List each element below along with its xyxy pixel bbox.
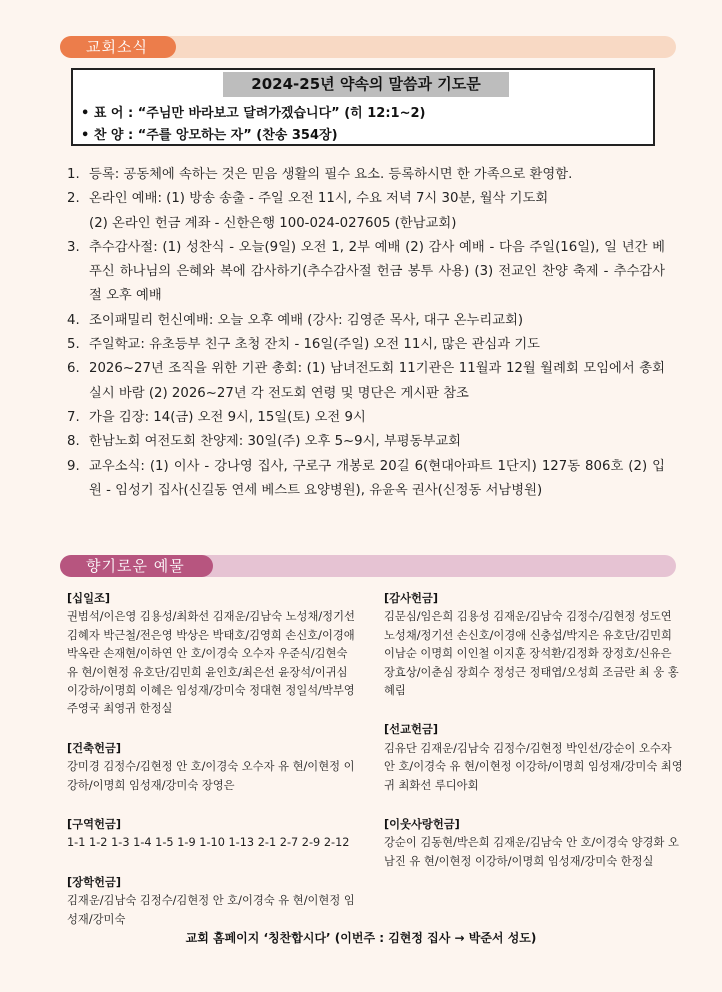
news-item-number: 4. bbox=[67, 312, 80, 328]
offering-group-mission bbox=[384, 721, 684, 795]
news-item bbox=[67, 406, 665, 430]
offering-group-names: 1-1 1-2 1-3 1-4 1-5 1-9 1-10 1-13 2-1 2-7 2-9 2-12 bbox=[67, 836, 350, 850]
offering-group-thanks bbox=[384, 590, 684, 700]
news-section-title: 교회소식 bbox=[60, 36, 176, 58]
offering-left-column bbox=[67, 590, 357, 929]
news-item-number: 7. bbox=[67, 409, 80, 425]
hymn-line: • 찬 양 : “주를 앙모하는 자” (찬송 354장) bbox=[81, 128, 338, 143]
news-item-text: 교우소식: (1) 이사 - 강나영 집사, 구로구 개봉로 20길 6(현대아파트 1단지) 127동 806호 (2) 입원 - 임성기 집사(신길동 연세 베스트 요양병원), 유윤옥 권사(신정동 서남병원) bbox=[89, 458, 665, 498]
news-item-number: 6. bbox=[67, 361, 80, 377]
offering-group-heading: [십일조] bbox=[67, 592, 111, 605]
verse-box bbox=[71, 68, 655, 146]
news-item-number: 8. bbox=[67, 434, 80, 450]
news-item-text: 등록: 공동체에 속하는 것은 믿음 생활의 필수 요소. 등록하시면 한 가족으로 환영함. bbox=[89, 167, 573, 182]
news-item bbox=[67, 357, 665, 406]
news-item-text: 2026~27년 조직을 위한 기관 총회: (1) 남녀전도회 11기관은 11월과 12월 월례회 모임에서 총회 실시 바람 (2) 2026~27년 각 전도회 연령 및 명단은 게시판 참조 bbox=[89, 361, 665, 401]
offering-group-neighbor-love bbox=[384, 816, 684, 871]
news-item bbox=[67, 236, 665, 309]
offering-right-column bbox=[384, 590, 684, 871]
news-section-header bbox=[60, 36, 676, 58]
news-item-number: 2. bbox=[67, 191, 80, 207]
motto-line: • 표 어 : “주님만 바라보고 달려가겠습니다” (히 12:1~2) bbox=[81, 106, 426, 121]
offering-group-heading: [감사헌금] bbox=[384, 592, 438, 605]
news-item bbox=[67, 430, 665, 454]
news-item-number: 5. bbox=[67, 337, 80, 353]
news-item-text: 온라인 예배: (1) 방송 송출 - 주일 오전 11시, 수요 저녁 7시 30분, 월삭 기도회 bbox=[89, 191, 549, 207]
news-item-text: 조이패밀리 헌신예배: 오늘 오후 예배 (강사: 김영준 목사, 대구 온누리교회) bbox=[89, 312, 524, 328]
news-item bbox=[67, 455, 665, 504]
offering-group-names: 김유단 김재운/김남숙 김정수/김현정 박인선/강순이 오수자 안 호/이경숙 유 현/이현정 이강하/이명희 임성재/강미숙 최영귀 최화선 루디아회 bbox=[384, 741, 683, 792]
news-item-text: 가을 김장: 14(금) 오전 9시, 15일(토) 오전 9시 bbox=[89, 409, 366, 425]
homepage-praise-note: 교회 홈페이지 ‘칭찬합시다’ (이번주 : 김현정 집사 → 박준서 성도) bbox=[185, 931, 537, 945]
news-list bbox=[67, 163, 665, 503]
offering-group-names: 권범석/이은영 김용성/최화선 김재운/김남숙 노성채/정기선 김혜자 박근철/전은영 박상은 박태호/김영희 손신호/이경애 박옥란 손재현/이하연 안 호/이경숙 오수자 우준식/김현숙 유 현/이현정 유호단/김민희 윤인호/최은선 윤장석/이귀심 이강하/이명희 이혜은 임성재/강미숙 정대현 정일석/박부영 주영국 최영귀 한정실 bbox=[67, 610, 355, 716]
offering-group-heading: [이웃사랑헌금] bbox=[384, 818, 460, 832]
news-item-subtext: (2) 온라인 헌금 계좌 - 신한은행 100-024-027605 (한남교회) bbox=[89, 215, 457, 231]
news-item-text: 한남노회 여전도회 찬양제: 30일(주) 오후 5~9시, 부평동부교회 bbox=[89, 434, 462, 450]
offering-group-heading: [건축헌금] bbox=[67, 741, 121, 755]
news-item-text: 주일학교: 유초등부 친구 초청 잔치 - 16일(주일) 오전 11시, 많은 관심과 기도 bbox=[89, 337, 541, 353]
offering-group-heading: [선교헌금] bbox=[384, 723, 438, 737]
offering-section-header bbox=[60, 555, 676, 577]
offering-group-names: 김재운/김남숙 김정수/김현정 안 호/이경숙 유 현/이현정 임성재/강미숙 bbox=[67, 894, 355, 926]
news-item-number: 9. bbox=[67, 458, 80, 474]
news-item bbox=[67, 163, 665, 187]
offering-group-heading: [구역헌금] bbox=[67, 818, 121, 832]
news-item bbox=[67, 309, 665, 333]
offering-group-names: 김문심/임은희 김용성 김재운/김남숙 김정수/김현정 성도연 노성채/정기선 손신호/이경애 신충섭/박지은 유호단/김민희 이남순 이명희 이인철 이지훈 장석환/김정화 장정호/신유은 장효상/이춘심 장희수 정성근 정태엽/오성희 조금란 최 웅 홍혜림 bbox=[384, 610, 679, 698]
offering-group-heading: [장학헌금] bbox=[67, 875, 121, 889]
verse-box-title: 2024-25년 약속의 말씀과 기도문 bbox=[223, 72, 509, 97]
offering-group-building bbox=[67, 740, 357, 795]
news-item-text: 추수감사절: (1) 성찬식 - 오늘(9일) 오전 1, 2부 예배 (2) 감사 예배 - 다음 주일(16일), 일 년간 베푸신 하나님의 은혜와 복에 감사하기(추수감사절 헌금 봉투 사용) (3) 전교인 찬양 축제 - 추수감사절 오후 예배 bbox=[89, 239, 665, 304]
news-item bbox=[67, 333, 665, 357]
offering-group-district bbox=[67, 816, 357, 853]
news-item bbox=[67, 187, 665, 236]
offering-group-tithe bbox=[67, 590, 357, 719]
offering-group-names: 강순이 김동현/박은희 김재운/김남숙 안 호/이경숙 양경화 오남진 유 현/이현정 이강하/이명희 임성재/강미숙 한정실 bbox=[384, 836, 679, 868]
news-item-number: 1. bbox=[67, 167, 80, 182]
news-item-number: 3. bbox=[67, 239, 80, 255]
offering-group-names: 강미경 김정수/김현정 안 호/이경숙 오수자 유 현/이현정 이강하/이명희 임성재/강미숙 장영은 bbox=[67, 760, 355, 792]
offering-group-scholarship bbox=[67, 874, 357, 929]
offering-section-title: 향기로운 예물 bbox=[60, 555, 213, 577]
